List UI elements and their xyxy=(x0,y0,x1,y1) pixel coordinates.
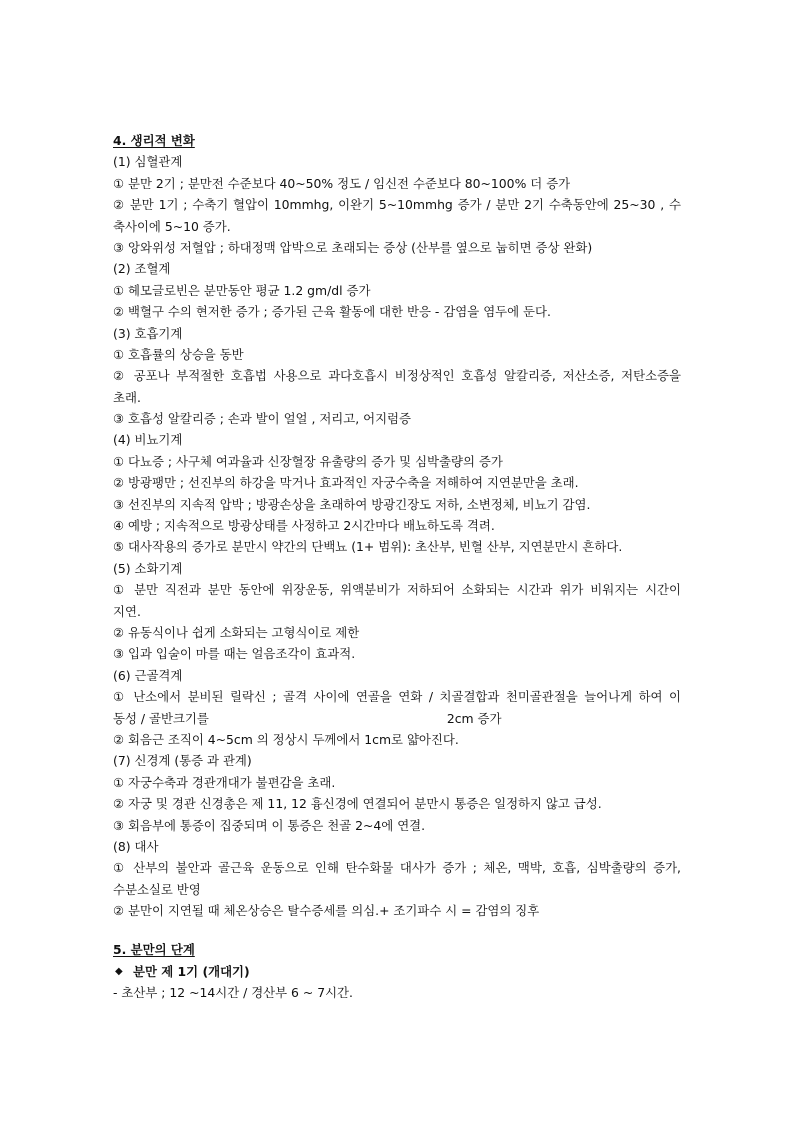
cardio-item-3: ③ 앙와위성 저혈압 ; 하대정맥 압박으로 초래되는 증상 (산부를 옆으로 눕히면 증상 완화) xyxy=(113,239,593,255)
urinary-item-5: ⑤ 대사작용의 증가로 분만시 약간의 단백뇨 (1+ 범위): 초산부, 빈혈 산부, 지연분만시 흔하다. xyxy=(113,539,623,555)
musculo-item-1-line-2-left: 동성 / 골반크기를 xyxy=(113,710,209,726)
stage-1-label: 분만 제 1기 (개대기) xyxy=(133,963,250,979)
resp-item-3: ③ 호흡성 알칼리증 ; 손과 발이 얼얼 , 저리고, 어지럼증 xyxy=(113,411,411,427)
neuro-item-2: ② 자궁 및 경관 신경총은 제 11, 12 흉신경에 연결되어 분만시 통증은 일정하지 않고 급성. xyxy=(113,796,602,812)
metab-heading: (8) 대사 xyxy=(113,838,159,854)
cardio-heading: (1) 심혈관계 xyxy=(113,154,183,170)
resp-item-2-line-1: ② 공포나 부적절한 호흡법 사용으로 과다호흡시 비정상적인 호흡성 알칼리증, 저산소증, 저탄소증을 xyxy=(113,368,681,384)
musculo-heading: (6) 근골격계 xyxy=(113,667,183,683)
section-5-title: 5. 분만의 단계 xyxy=(113,942,195,958)
metab-item-1-line-2: 수분소실로 반영 xyxy=(113,881,201,897)
blood-item-1: ① 헤모글로빈은 분만동안 평균 1.2 gm/dl 증가 xyxy=(113,282,371,298)
document-body xyxy=(113,130,681,1004)
diamond-bullet-icon: ◆ xyxy=(115,965,123,977)
cardio-item-2-line-2: 축사이에 5~10 증가. xyxy=(113,218,231,234)
neuro-heading: (7) 신경계 (통증 과 관계) xyxy=(113,753,252,769)
stage-1-duration: - 초산부 ; 12 ~14시간 / 경산부 6 ~ 7시간. xyxy=(113,985,353,1001)
musculo-item-1-line-2-right: 2cm 증가 xyxy=(446,710,502,726)
digest-item-1-line-2: 지연. xyxy=(113,603,141,619)
urinary-item-3: ③ 선진부의 지속적 압박 ; 방광손상을 초래하여 방광긴장도 저하, 소변정체, 비뇨기 감염. xyxy=(113,496,591,512)
cardio-item-1: ① 분만 2기 ; 분만전 수준보다 40~50% 정도 / 임신전 수준보다 80~100% 더 증가 xyxy=(113,175,571,191)
metab-item-2: ② 분만이 지연될 때 체온상승은 탈수증세를 의심.+ 조기파수 시 = 감염의 징후 xyxy=(113,903,540,919)
resp-heading: (3) 호흡기계 xyxy=(113,325,183,341)
cardio-item-2-line-1: ② 분만 1기 ; 수축기 혈압이 10mmhg, 이완기 5~10mmhg 증가 / 분만 2기 수축동안에 25~30 , 수 xyxy=(113,197,681,213)
neuro-item-1: ① 자궁수축과 경관개대가 불편감을 초래. xyxy=(113,774,336,790)
digest-item-2: ② 유동식이나 쉽게 소화되는 고형식이로 제한 xyxy=(113,624,360,640)
stage-1-bullet-item xyxy=(113,961,681,982)
urinary-heading: (4) 비뇨기계 xyxy=(113,432,183,448)
musculo-item-1-line-1: ① 난소에서 분비된 릴락신 ; 골격 사이에 연골을 연화 / 치골결합과 천미골관절을 늘어나게 하여 이 xyxy=(113,689,681,705)
resp-item-1: ① 호흡률의 상승을 동반 xyxy=(113,346,244,362)
section-spacer xyxy=(113,921,681,939)
digest-item-1-line-1: ① 분만 직전과 분만 동안에 위장운동, 위액분비가 저하되어 소화되는 시간과 위가 비워지는 시간이 xyxy=(113,582,681,598)
section-4-title: 4. 생리적 변화 xyxy=(113,133,195,148)
resp-item-2-line-2: 초래. xyxy=(113,389,141,405)
blood-heading: (2) 조혈계 xyxy=(113,261,171,277)
musculo-item-2: ② 회음근 조직이 4~5cm 의 정상시 두께에서 1cm로 얇아진다. xyxy=(113,731,459,747)
digest-item-3: ③ 입과 입술이 마를 때는 얼음조각이 효과적. xyxy=(113,646,356,662)
digest-heading: (5) 소화기계 xyxy=(113,560,183,576)
urinary-item-4: ④ 예방 ; 지속적으로 방광상태를 사정하고 2시간마다 배뇨하도록 격려. xyxy=(113,518,495,534)
neuro-item-3: ③ 회음부에 통증이 집중되며 이 통증은 천골 2~4에 연결. xyxy=(113,817,426,833)
urinary-item-2: ② 방광팽만 ; 선진부의 하강을 막거나 효과적인 자궁수축을 저해하여 지연분만을 초래. xyxy=(113,475,579,491)
musculo-item-1-line-2 xyxy=(113,708,681,729)
metab-item-1-line-1: ① 산부의 불안과 골근육 운동으로 인해 탄수화물 대사가 증가 ; 체온, 맥박, 호흡, 심박출량의 증가, xyxy=(113,860,681,876)
urinary-item-1: ① 다뇨증 ; 사구체 여과율과 신장혈장 유출량의 증가 및 심박출량의 증가 xyxy=(113,453,503,469)
blood-item-2: ② 백혈구 수의 현저한 증가 ; 증가된 근육 활동에 대한 반응 - 감염을 염두에 둔다. xyxy=(113,304,551,320)
